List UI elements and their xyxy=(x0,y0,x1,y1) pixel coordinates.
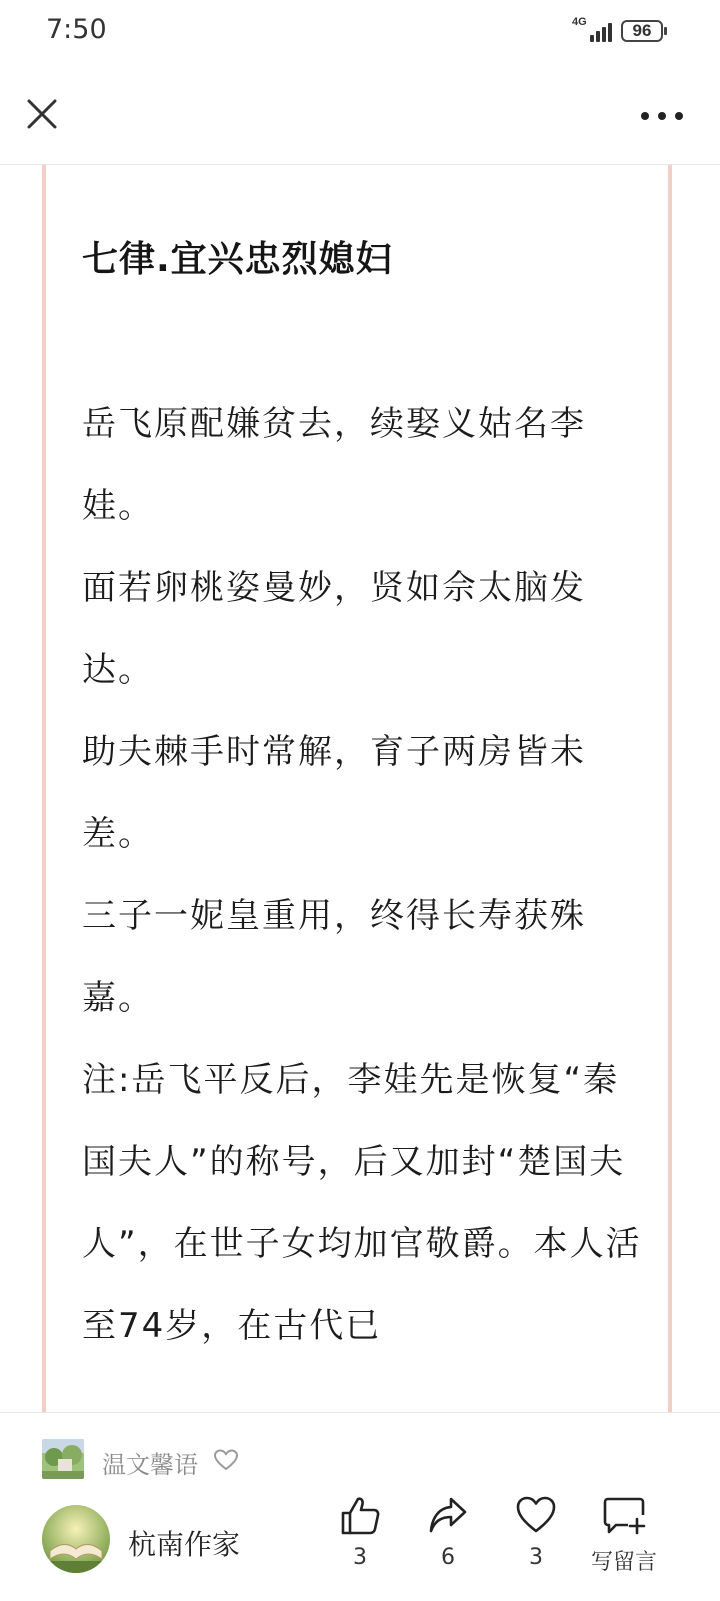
like-button[interactable] xyxy=(320,1495,400,1591)
favorite-count: 3 xyxy=(529,1545,543,1570)
author-name[interactable]: 杭南作家 xyxy=(128,1528,241,1561)
thumbs-up-icon xyxy=(339,1495,381,1535)
share-count: 6 xyxy=(441,1545,455,1570)
network-type: 4G xyxy=(572,16,587,28)
share-icon xyxy=(427,1495,469,1535)
source-thumbnail[interactable] xyxy=(42,1439,84,1479)
heart-outline-icon[interactable] xyxy=(214,1449,238,1471)
poem-line: 助夫棘手时常解，育子两房皆未差。 xyxy=(82,732,586,854)
share-button[interactable] xyxy=(408,1495,488,1591)
signal-icon xyxy=(572,18,614,46)
close-icon[interactable] xyxy=(26,98,58,130)
poem-line: 岳飞原配嫌贫去，续娶义姑名李娃。 xyxy=(82,404,586,526)
avatar[interactable] xyxy=(42,1505,110,1573)
like-count: 3 xyxy=(353,1545,367,1570)
battery-icon xyxy=(621,20,663,42)
article-card xyxy=(42,165,672,1415)
favorite-button[interactable] xyxy=(496,1495,576,1591)
article-title: 七律.宜兴忠烈媳妇 xyxy=(82,239,393,280)
comment-label: 写留言 xyxy=(590,1550,657,1575)
article-note: 注:岳飞平反后，李娃先是恢复“秦国夫人”的称号，后又加封“楚国夫人”，在世子女均加官敬爵。本人活至74岁，在古代已 xyxy=(82,1060,642,1346)
heart-icon xyxy=(515,1495,557,1535)
poem-line: 三子一妮皇重用，终得长寿获殊嘉。 xyxy=(82,896,586,1018)
status-time: 7:50 xyxy=(46,14,107,45)
source-name[interactable]: 温文馨语 xyxy=(102,1451,198,1479)
poem-line: 面若卵桃姿曼妙，贤如佘太脑发达。 xyxy=(82,568,586,690)
bottom-panel xyxy=(0,1412,720,1601)
comment-add-icon xyxy=(602,1495,646,1535)
battery-level: 96 xyxy=(632,21,652,40)
comment-button[interactable] xyxy=(584,1495,664,1591)
article-body xyxy=(82,383,642,1367)
status-bar xyxy=(0,0,720,66)
top-nav xyxy=(0,66,720,165)
more-icon[interactable] xyxy=(640,110,684,122)
